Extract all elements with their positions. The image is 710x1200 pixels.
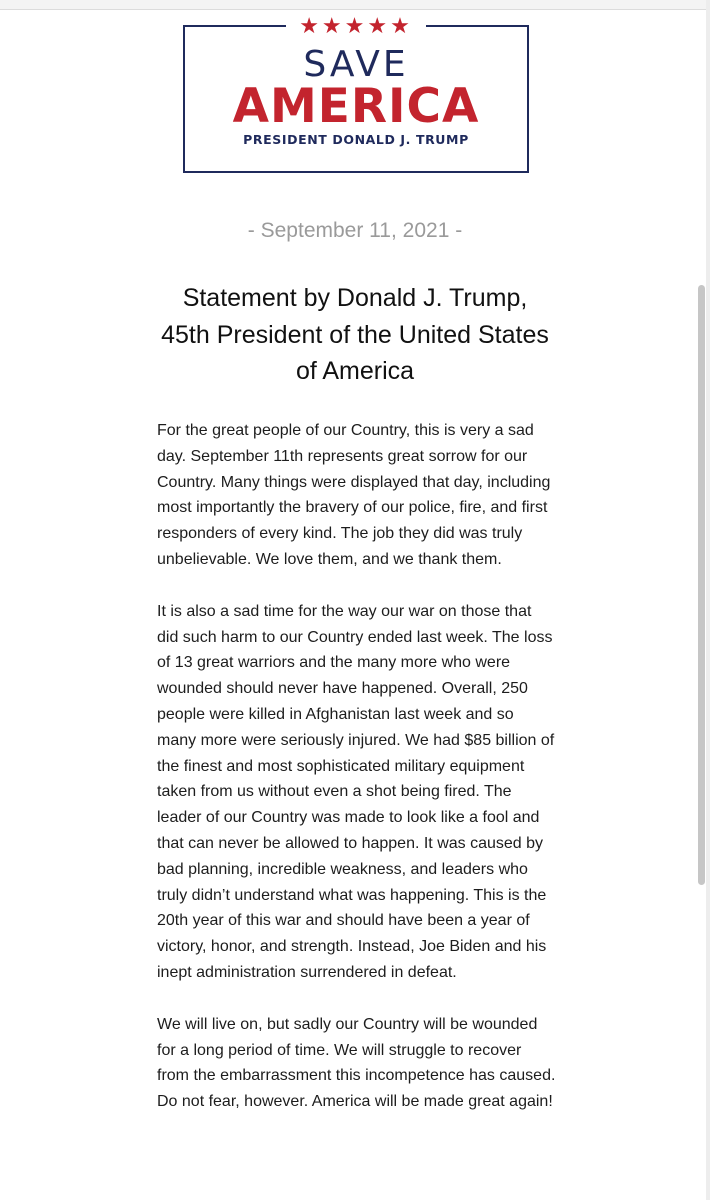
statement-title — [150, 280, 560, 390]
scroll-track — [706, 0, 710, 1200]
logo-president-text: PRESIDENT DONALD J. TRUMP — [243, 132, 469, 147]
title-line-3: of America — [295, 357, 415, 385]
title-line-1: Statement by Donald J. Trump, — [182, 284, 528, 312]
logo-stars: ★★★★★ — [299, 13, 413, 38]
body-paragraph-2: It is also a sad time for the way our war on those that did such harm to our Country ended last week. The loss of 13 great warriors and the many more who were wounded should never have happened. Overall, 250 people were killed in Afghanistan last week and so many more were seriously injured. We had $85 billion of the finest and most sophisticated military equipment taken from us without even a shot being fired. The leader of our Country was made to look like a fool and that can never be allowed to happen. It was caused by bad planning, incredible weakness, and leaders who truly didn’t understand what was happening. This is the 20th year of this war and should have been a year of victory, honor, and strength. Instead, Joe Biden and his inept administration surrendered in defeat. — [157, 602, 555, 981]
body-paragraph-1: For the great people of our Country, this is very a sad day. September 11th represents great sorrow for our Country. Many things were displayed that day, including most importantly the bravery of our police, fire, and first responders of every kind. The job they did was truly unbelievable. We love them, and we thank them. — [157, 422, 551, 568]
statement-body — [157, 418, 557, 1141]
logo-america-text: AMERICA — [232, 79, 480, 134]
scrollbar-thumb[interactable] — [698, 285, 705, 885]
statement-date: - September 11, 2021 - — [247, 219, 463, 242]
browser-top-bar — [0, 0, 710, 10]
logo-save-text: SAVE — [303, 44, 409, 85]
title-line-2: 45th President of the United States — [161, 320, 549, 349]
body-paragraph-3: We will live on, but sadly our Country will be wounded for a long period of time. We will struggle to recover from the embarrassment this incompetence has caused. Do not fear, however. America will be made great again! — [157, 1015, 556, 1111]
